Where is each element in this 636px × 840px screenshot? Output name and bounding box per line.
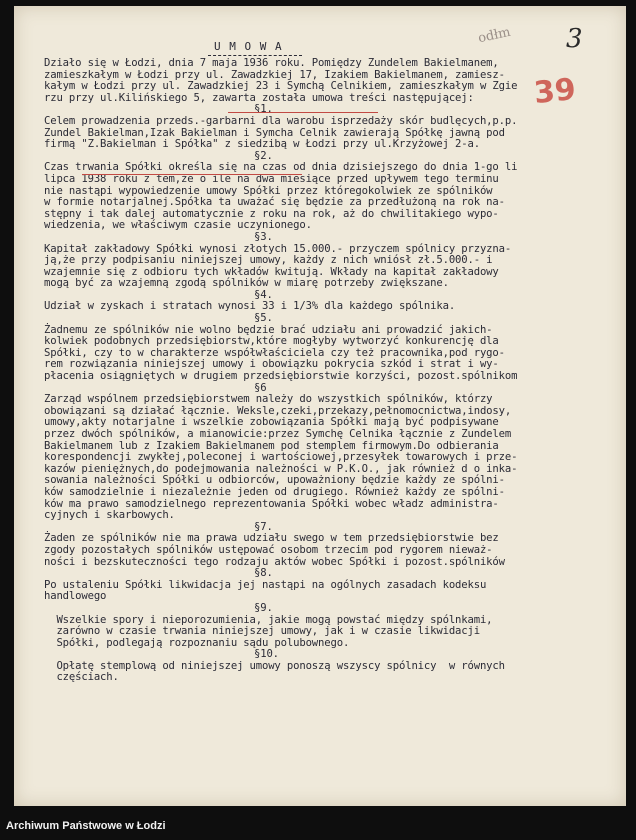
section-line: kolwiek podobnych przedsiębiorstw,które mogłyby wytworzyć konkurencję dla [44,335,499,348]
section-line: umowy,akty notarjalne i wszelkie zobowiązania Spółki mają być podpisywane [44,416,499,429]
section-line: zarówno w czasie trwania niniejszej umowy, jak i w czasie likwidacji [44,625,480,638]
section-line: Po ustaleniu Spółki likwidacja jej nastąpi na ogólnych zasadach kodeksu [44,578,487,591]
section-line: nie nastąpi wypowiedzenie umowy Spółki przez któregokolwiek ze spólników [44,184,493,197]
section-line: przez dwóch spólników, a mianowicie:przez Symchę Celnika łącznie z Zundelem [44,428,512,440]
section-number: §4. [254,288,273,301]
section-line: rem rozwiązania niniejszej umowy i obowiązku pokrycia szkód i strat i wy- [44,358,499,371]
section-line: firmą "Z.Bakielman i Spółka" z siedzibą w Łodzi przy ul.Krzyżowej 2-a. [44,138,480,151]
section-line: lipca 1938 roku z tem,że o ile na dwa miesiące przed upływem tego terminu [44,172,499,185]
title-underline [208,55,302,56]
section-line: mogą być za wzajemną zgodą spólników w miarę potrzeby zwiększane. [44,277,449,290]
intro-line: Działo się w Łodzi, dnia 7 maja 1936 roku. Pomiędzy Zundelem Bakielmanem, [44,57,499,69]
section-line: stępny i tak dalej automatycznie z roku na rok, aż do chwilitakiego wypo- [44,207,499,220]
intro-line: rzu przy ul.Kilińskiego 5, zawarta została umowa treści następującej: [44,91,474,104]
section-line: Wszelkie spory i nieporozumienia, jakie mogą powstać między spólnkami, [44,613,493,626]
section-line: wzajemnie się z odbioru tych wkładów kwitują. Wkłady na kapitał zakładowy [44,265,499,278]
section-line: Czas trwania Spółki określa się na czas od dnia dzisiejszego do dnia 1-go li [44,161,518,174]
red-pencil-mark: 39 [532,71,578,112]
archive-credit: Archiwum Państwowe w Łodzi [6,820,166,832]
document-title: U M O W A [214,40,283,53]
section-number: §1. [254,103,273,116]
section-line: kazów pieniężnych,do podejmowania należności w P.K.O., jak również d o inka- [44,462,518,475]
section-line: ków ma prawo samodzielnego reprezentowania Spółki wobec władz administra- [44,497,499,510]
section-line: ków samodzielnie i niezależnie jeden od drugiego. Również każdy ze spólni- [44,485,505,498]
intro-line: zamieszkałym w Łodzi przy ul. Zawadzkiej 17, Izakiem Bakielmanem, zamiesz- [44,68,505,81]
section-line: korespondencji zwykłej,poleconej i wartościowej,przesyłek towarowych i prze- [44,451,518,464]
section-line: Żaden ze spólników nie ma prawa udziału swego w tem przedsiębiorstwie bez [44,532,499,545]
section-line: Opłatę stemplową od niniejszej umowy ponoszą wszyscy spólnicy w równych [44,659,505,672]
section-line: Spółki, czy to w charakterze współwłaściciela czy też pracownika,pod rygo- [44,346,505,359]
section-number: §2. [254,149,273,162]
section-line: sowania należności Spółki u odbiorców, upoważniony będzie każdy ze spólni- [44,474,505,487]
section-line: cyjnych i skarbowych. [44,509,175,522]
section-number: §9. [254,601,273,614]
section-number: §3. [254,230,273,243]
section-line: Spółki, podlegają rozpoznaniu sądu polubownego. [44,636,350,649]
section-line: Celem prowadzenia przeds.-garbarni dla warobu isprzedaży skór budlęcych,p.p. [44,114,518,127]
section-line: płacenia osiągniętych w drugiem przedsiębiorstwie korzyści, pozost.spólnikom [44,370,518,383]
section-line: Udział w zyskach i stratach wynosi 33 i 1/3% dla każdego spólnika. [44,300,456,313]
section-line: Kapitał zakładowy Spółki wynosi złotych 15.000.- przyczem spólnicy przyzna- [44,242,512,255]
section-line: ności i bezskuteczności tego rodzaju aktów wobec Spółki i pozost.spólników [44,555,505,568]
section-number: §8. [254,567,273,580]
section-line: ją,że przy podpisaniu niniejszej umowy, każdy z nich wniósł zł.5.000.- i [44,254,493,267]
section-line: Zundel Bakielman,Izak Bakielman i Symcha Celnik zawierają Spółkę jawną pod [44,126,505,139]
section-number: §10. [254,648,279,661]
pencil-note: odłm [476,24,512,47]
red-underline-firm [82,174,302,175]
section-line: Zarząd wspólnem przedsiębiorstwem należy do wszystkich spólników, którzy [44,393,493,406]
red-underline-street [228,112,378,113]
section-line: zgody pozostałych spólników ustępować osobom trzecim pod rygorem nieważ- [44,543,493,556]
section-line: handlowego [44,590,107,603]
section-line: częściach. [44,671,119,684]
document-body [44,58,604,684]
section-line: w formie notarjalnej.Spółka ta uważać się będzie za przedłużoną na rok na- [44,196,505,209]
section-number: §6 [254,381,267,394]
section-number: §7. [254,520,273,533]
section-number: §5. [254,312,273,325]
section-line: Żadnemu ze spólników nie wolno będzie brać udziału ani prowadzić jakich- [44,323,493,336]
section-line: Bakielmanem lub z Izakiem Bakielmanem pod stemplem firmowym.Do odbierania [44,439,499,452]
page-number: 3 [566,24,583,54]
section-line: wiedzenia, we właściwym czasie uczynionego. [44,219,312,232]
intro-line: kałym w Łodzi przy ul. Zawadzkiej 23 i Symchą Celnikiem, zamieszkałym w Zgie [44,80,518,93]
section-line: obowiązani są działać łącznie. Weksle,czeki,przekazy,pełnomocnictwa,indosy, [44,404,512,417]
